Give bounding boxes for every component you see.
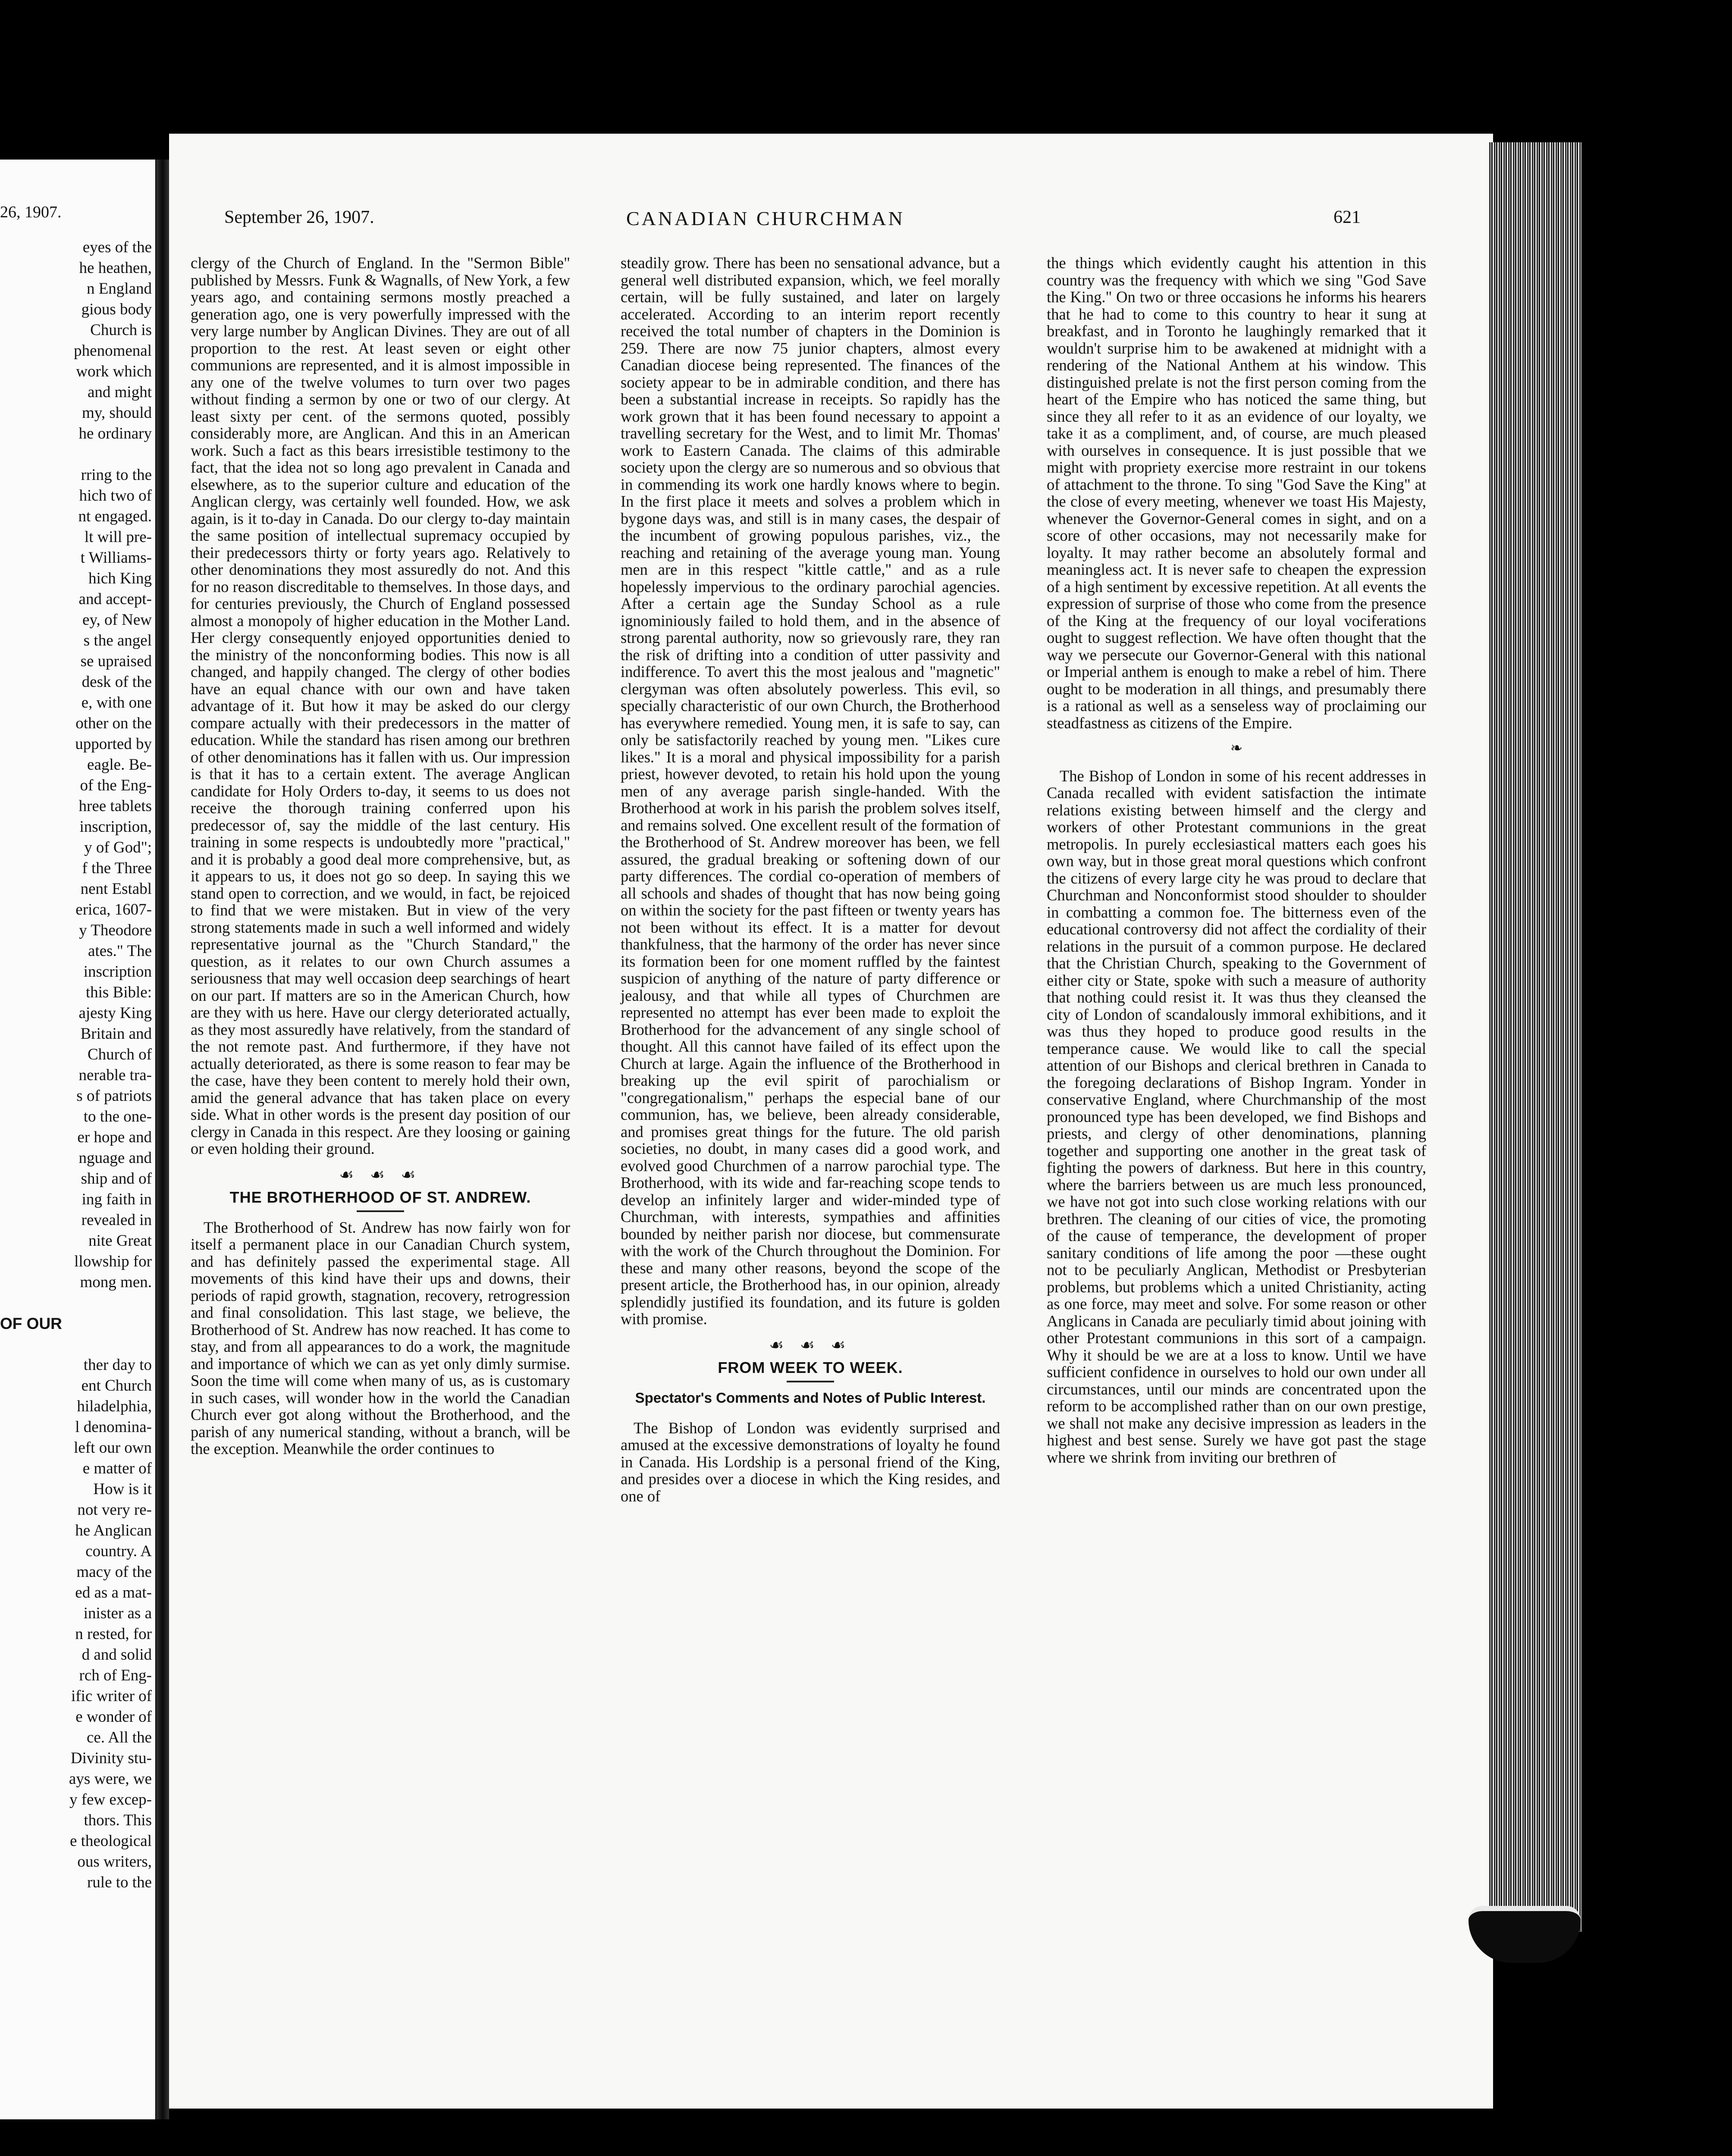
section-ornament: ☙ ☙ ☙ [339, 1166, 422, 1184]
running-header [169, 207, 1493, 233]
column-2-article-body [621, 1420, 1000, 1505]
text-line: se upraised [80, 652, 152, 670]
text-line: hich two of [79, 487, 152, 505]
article-subheading: Spectator's Comments and Notes of Public Interest. [635, 1389, 986, 1406]
left-page-text [0, 237, 152, 1893]
left-page-fragment [0, 160, 155, 2119]
paragraph: The Brotherhood of St. Andrew has now fairly won for itself a permanent place in our Canadian Church system, and has definitely passed the experimental stage. All movements of this kind have their ups and downs, their periods of rapid growth, stagnation, recovery, retrogression and final consolidation. This last stage, we believe, the Brotherhood of St. Andrew has now reached. It has come to stay, and from all appearances to do a work, the magnitude and importance of which we can as yet only dimly surmise. Soon the time will come when many of us, as is customary in such cases, will wonder how in the world the Canadian Church ever got along without the Brotherhood, and the parish of any numerical standing, without a branch, will be the exception. Meanwhile the order continues to [191, 1218, 570, 1457]
text-line: desk of the [82, 673, 152, 691]
paragraph: the things which evidently caught his attention in this country was the frequency with which we sing "God Save the King." On two or three occasions he informs his hearers that he had to come to this country to hear it sung at breakfast, and in Toronto he laughingly remarked that it wouldn't surprise him to be awakened at midnight with a rendering of the National Anthem at his window. This distinguished prelate is not the first person coming from the heart of the Empire who has noticed the same thing, but since they all refer to it as an evidence of our loyalty, we take it as a compliment, and, of course, are much pleased with ourselves in consequence. It is just possible that we might with propriety exercise more restraint in our tokens of attachment to the throne. To sing "God Save the King" at the close of every meeting, whenever we toast His Majesty, whenever the Governor-General comes in sight, and on a score of other occasions, may not necessarily make for loyalty. It may rather become an absolutely formal and meaningless act. It is never safe to cheapen the expression of a high sentiment by excessive repetition. At all events the expression of surprise of those who come from the presence of the King at the frequency of our loyal vociferations ought to suggest reflection. We have often thought that the way we persecute our Governor-General with this national or Imperial anthem is enough to make a rebel of him. There ought to be moderation in all things, and presumably there is a rational as well as a senseless way of proclaiming our steadfastness as citizens of the Empire. [1047, 254, 1426, 732]
text-line: ays were, we [69, 1770, 152, 1788]
text-line: and accept- [78, 590, 152, 608]
text-line: rring to the [81, 466, 152, 484]
paragraph: steadily grow. There has been no sensational advance, but a general well distributed expansion, which, we feel morally certain, will be fully sustained, and later on largely accelerated. According to an interim report recently received the total number of chapters in the Dominion is 259. There are now 75 junior chapters, almost every Canadian diocese being represented. The finances of the society appear to be in admirable condition, and there has been a substantial increase in receipts. So rapidly has the work grown that it has been found necessary to appoint a travelling secretary for the West, and to limit Mr. Thomas' work to Eastern Canada. The claims of this admirable society upon the clergy are so numerous and so obvious that in commending its work one hardly knows where to begin. In the first place it meets and solves a problem which in bygone days was, and still is in many cases, the despair of the incumbent of growing populous parishes, viz., the reaching and retaining of the average young man. Young men are in this respect "kittle cattle," and as a rule hopelessly impervious to the ordinary parochial agencies. After a certain age the Sunday School as a rule ignominiously failed to hold them, and in the absence of strong parental authority, now so grievously rare, they ran the risk of drifting into a condition of utter passivity and indifference. To avert this the most jealous and "magnetic" clergyman was often absolutely powerless. This evil, so specially characteristic of our own Church, the Brotherhood has everywhere remedied. Young men, it is safe to say, can only be satisfactorily reached by young men. "Likes cure likes." It is a moral and physical impossibility for a parish priest, however devoted, to retain his hold upon the young men of any average parish single-handed. With the Brotherhood at work in his parish the problem solves itself, and remains solved. One excellent result of the formation of the Brotherhood of St. Andrew moreover has been, we fell assured, the gradual breaking or softening down of our party differences. The cordial co-operation of members of all schools and shades of thought that has now being going on within the society for the past fifteen or twenty years has not been without its effect. It is a matter for devout thankfulness, that the harmony of the order has never since its formation been for one moment ruffled by the faintest suspicion of anything of the nature of party difference or jealousy, and that while all types of Churchmen are represented no attempt has ever been made to exploit the Brotherhood for the advancement of any single school of thought. All this cannot have failed of its effect upon the Church at large. Again the influence of the Brotherhood in breaking up the evil spirit of parochialism or "congregationalism," perhaps the especial bane of our communion, has, we believe, been already considerable, and promises great things for the future. The old parish societies, no doubt, in many cases did a good work, and evolved good Churchmen of a narrow parochial type. The Brotherhood, with its wide and far-reaching scope tends to develop an infinitely larger and wider-minded type of Churchman, with interests, sympathies and affinities bounded by neither parish nor diocese, but commensurate with the work of the Church throughout the Dominion. For these and many other reasons, beyond the scope of the present article, the Brotherhood has, in our opinion, already splendidly justified its foundation, and its future is golden with promise. [621, 254, 1000, 1328]
text-line: nguage and [78, 1149, 152, 1167]
text-line: erica, 1607- [75, 901, 152, 918]
text-line: ship and of [81, 1170, 152, 1188]
line-gap [0, 444, 152, 465]
text-line: e, with one [81, 694, 152, 711]
text-line: nt engaged. [78, 508, 152, 525]
text-line: hiladelphia, [77, 1398, 152, 1415]
publication-title: CANADIAN CHURCHMAN [626, 207, 905, 229]
left-page-heading-fragment: OF OUR [0, 1315, 62, 1332]
text-line: y of God"; [84, 839, 152, 856]
text-line: ates." The [88, 942, 152, 960]
text-line: nite Great [88, 1232, 152, 1250]
text-line: y few excep- [69, 1791, 152, 1808]
text-line: f the Three [82, 859, 152, 877]
text-line: inscription [83, 963, 152, 981]
line-gap [0, 1334, 152, 1355]
text-line: ey, of New [82, 611, 152, 629]
heading-rule [357, 1210, 404, 1212]
text-line: d and solid [82, 1646, 152, 1664]
text-line: he Anglican [75, 1522, 152, 1539]
column-2-body [621, 254, 1000, 1328]
text-line: hree tablets [78, 797, 152, 815]
text-line: nerable tra- [78, 1066, 152, 1084]
text-line: Britain and [80, 1025, 152, 1043]
text-line: nent Establ [80, 880, 152, 898]
paragraph: The Bishop of London in some of his recent addresses in Canada recalled with evident satisfaction the intimate relations existing between himself and the clergy and workers of other Protestant communions in the great metropolis. In purely ecclesiastical matters each goes his own way, but in those great moral questions which confront the citizens of every large city he was proud to declare that Churchman and Nonconformist stood shoulder to shoulder in combatting a common foe. The bitterness even of the educational controversy did not affect the cordiality of their relations in the pursuit of a common purpose. He declared that the Christian Church, speaking to the Government of either city or State, spoke with such a measure of authority that nothing could resist it. It was thus they cleansed the city of London of scandalously immoral exhibitions, and it was thus they hoped to produce good results in the temperance cause. We would like to call the special attention of our Bishops and clerical brethren in Canada to the foregoing declarations of Bishop Ingram. Yonder in conservative England, where Churchmanship of the most pronounced type has been developed, we find Bishops and priests, and clergy of other denominations, planning together and supporting one another in the great task of fighting the powers of darkness. But here in this country, where the barriers between us are much less pronounced, we have not got into such close working relations with our brethren. The cleaning of our cities of vice, the promoting of the cause of temperance, the development of proper sanitary conditions of life among the poor —these ought not to be peculiarly Anglican, Methodist or Presbyterian problems, but problems which a united Christianity, acting as one force, may meet and solve. For some reason or other Anglicans in Canada are peculiarly timid about joining with other Protestant communions in this sort of a campaign. Why it should be we are at a loss to know. Until we have sufficient confidence in ourselves to hold our own under all circumstances, until our minds are concentrated upon the reform to be accomplished rather than on our own prestige, we shall not make any decisive impression as leaders in the highest and best sense. Surely we have got past the stage where we shrink from inviting our brethren of [1047, 767, 1426, 1466]
text-line: and might [87, 383, 152, 401]
text-line: s of patriots [76, 1087, 152, 1105]
text-line: ajesty King [78, 1004, 152, 1022]
text-line: other on the [75, 714, 152, 732]
text-line: ous writers, [77, 1853, 152, 1871]
page-edges [1488, 142, 1583, 1932]
text-line: ing faith in [82, 1191, 152, 1208]
text-line: macy of the [76, 1563, 152, 1581]
text-line: s the angel [83, 632, 152, 649]
text-line: inister as a [83, 1604, 152, 1622]
text-line: How is it [93, 1480, 152, 1498]
column-2 [621, 254, 1000, 1504]
text-line: country. A [85, 1542, 152, 1560]
text-line: Divinity stu- [70, 1749, 152, 1767]
text-line: ed as a mat- [75, 1584, 152, 1601]
line-gap [0, 1293, 152, 1313]
text-line: y Theodore [79, 921, 152, 939]
article-heading-week: FROM WEEK TO WEEK. [718, 1359, 903, 1376]
text-line: llowship for [74, 1253, 152, 1270]
paragraph: The Bishop of London was evidently surprised and amused at the excessive demonstrations of loyalty he found in Canada. His Lordship is a personal friend of the King, and presides over a diocese in which the King resides, and one of [621, 1419, 1000, 1505]
text-line: my, should [82, 404, 152, 422]
text-line: he heathen, [79, 259, 152, 277]
text-line: eagle. Be- [87, 756, 152, 774]
text-line: of the Eng- [80, 777, 152, 794]
text-line: er hope and [77, 1128, 152, 1146]
text-line: gious body [81, 301, 152, 318]
text-line: revealed in [81, 1211, 152, 1229]
heading-rule [787, 1381, 834, 1382]
column-3-body [1047, 254, 1426, 731]
text-line: to the one- [83, 1108, 152, 1125]
text-line: Church of [88, 1046, 152, 1063]
section-ornament: ☙ ☙ ☙ [769, 1336, 852, 1354]
text-line: ific writer of [71, 1687, 152, 1705]
text-line: this Bible: [85, 984, 152, 1001]
book-gutter [156, 160, 169, 2119]
text-line: thors. This [84, 1811, 152, 1829]
text-line: rule to the [87, 1874, 152, 1891]
column-3 [1047, 254, 1426, 1466]
text-line: mong men. [80, 1273, 152, 1291]
column-1 [191, 254, 570, 1457]
text-line: hich King [88, 570, 152, 587]
text-line: work which [76, 363, 152, 380]
left-page-header-date: 26, 1907. [0, 203, 62, 221]
text-line: ce. All the [86, 1729, 152, 1746]
text-line: upported by [75, 735, 152, 753]
text-line: ther day to [83, 1356, 152, 1374]
text-line: phenomenal [74, 342, 152, 360]
section-dingbat: ❧ [1230, 740, 1243, 756]
text-line: Church is [90, 321, 152, 339]
text-line: rch of Eng- [79, 1667, 152, 1684]
text-line: e theological [69, 1832, 152, 1850]
text-line: he ordinary [78, 425, 152, 442]
text-line: n England [86, 280, 152, 298]
text-line: e matter of [82, 1460, 152, 1477]
column-1-article-body [191, 1219, 570, 1457]
text-line: eyes of the [82, 238, 152, 256]
text-line: e wonder of [75, 1708, 152, 1726]
page-number: 621 [1334, 207, 1361, 227]
text-line: l denomina- [75, 1418, 152, 1436]
header-date: September 26, 1907. [224, 207, 374, 227]
text-line: n rested, for [75, 1625, 152, 1643]
text-line: t Williams- [80, 549, 152, 567]
column-3-second-body [1047, 768, 1426, 1466]
text-line: not very re- [77, 1501, 152, 1519]
column-1-body [191, 254, 570, 1157]
text-line: ent Church [81, 1377, 152, 1395]
paragraph: clergy of the Church of England. In the "Sermon Bible" published by Messrs. Funk & Wagnalls, of New York, a few years ago, and containing sermons mostly preached a generation ago, one is very powerfully impressed with the very large number by Anglican Divines. They are out of all proportion to the rest. At least seven or eight other communions are represented, and it is almost impossible in any one of the twelve volumes to turn over two pages without finding a sermon by one or two of our clergy. At least sixty per cent. of the sermons quoted, possibly considerably more, are Anglican. And this in an American work. Such a fact as this bears irresistible testimony to the fact, that the idea not so long ago prevalent in Canada and elsewhere, as to the superior culture and education of the Anglican clergy, was certainly well founded. How, we ask again, is it to-day in Canada. Do our clergy to-day maintain the same position of intellectual supremacy occupied by their predecessors thirty or forty years ago. Relatively to other denominations they most assuredly do not. And this for no reason discreditable to themselves. In those days, and for centuries previously, the Church of England possessed almost a monopoly of higher education in the Mother Land. Her clergy consequently enjoyed opportunities denied to the ministry of the nonconforming bodies. This now is all changed, and happily changed. The clergy of other bodies have an equal chance with our own and have taken advantage of it. But how it may be asked do our clergy compare actually with their predecessors in the matter of education. While the standard has risen among our brethren of other denominations has it fallen with us. Our impression is that it has to a certain extent. The average Anglican candidate for Holy Orders to-day, it seems to us does not receive the thorough training conferred upon his predecessor of, say the middle of the last century. His training in some respects is undoubtedly more "practical," and it is probably a good deal more comprehensive, but, as it appears to us, it does not go so deep. In saying this we stand open to correction, and we would, in fact, be rejoiced to find that we were mistaken. But in view of the very strong statements made in such a well informed and widely representative journal as the "Church Standard," the question, as it relates to our own Church assumes a seriousness that may well occasion deep searchings of heart on our part. If matters are so in the American Church, how are they with us here. Have our clergy deteriorated actually, as they most assuredly have relatively, from the standard of the not remote past. And furthermore, if they have not actually deteriorated, as there is some reason to fear may be the case, have they been content to merely hold their own, amid the general advance that has taken place on every side. What in other words is the present day position of our clergy in Canada in this respect. Are they loosing or gaining or even holding their ground. [191, 254, 570, 1157]
text-line: left our own [74, 1439, 152, 1457]
text-line: lt will pre- [84, 528, 152, 546]
text-line: inscription, [79, 818, 152, 836]
article-heading-brotherhood: THE BROTHERHOOD OF ST. ANDREW. [229, 1188, 531, 1206]
main-page [169, 134, 1493, 2109]
